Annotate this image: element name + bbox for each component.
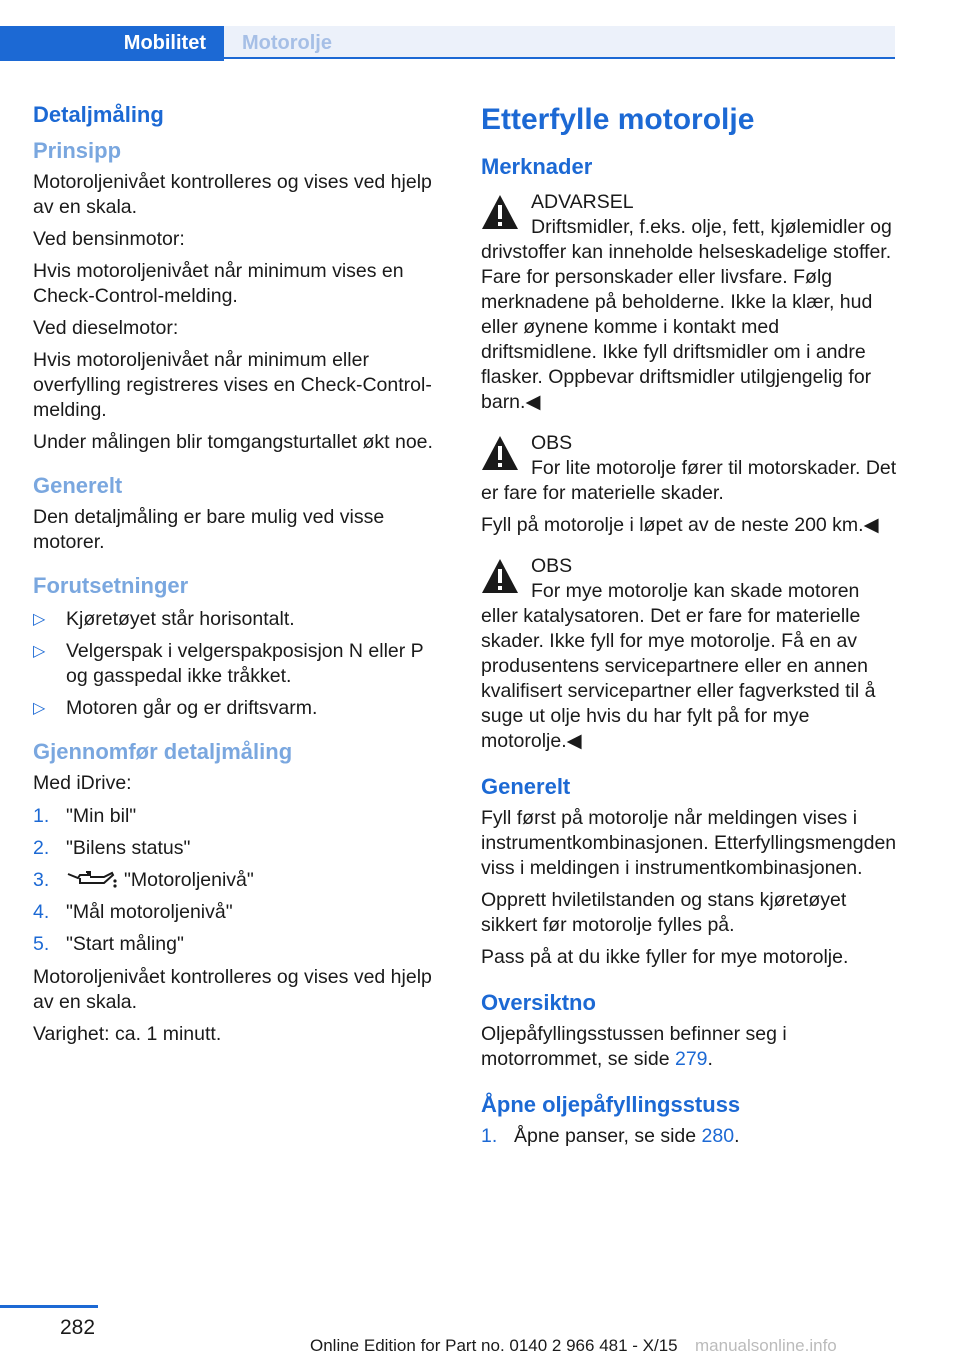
- list-item: 2. "Bilens status": [33, 837, 191, 859]
- paragraph: Med iDrive:: [33, 772, 132, 794]
- page-link-279[interactable]: 279: [674, 1048, 708, 1070]
- paragraph: Ved bensinmotor:: [33, 228, 185, 250]
- warning-text: Driftsmidler, f.eks. olje, fett, kjølemidler og drivstoffer kan inneholde helseskadelige stoffer. Fare for personskader eller livsfare. Følg merknadene på beholderne. Ikke la klær, hud eller øynene komme i kontakt med driftsmidlene. Ikke fyll driftsmidler om i andre flasker. Oppbevar driftsmidler utilgjengelig for barn.◀: [481, 216, 892, 413]
- paragraph: Opprett hviletilstanden og stans kjøretøyet sikkert før motorolje fylles på.: [481, 889, 847, 936]
- list-item: 1. "Min bil": [33, 805, 137, 827]
- list-item: ▷ Kjøretøyet står horisontalt.: [33, 608, 295, 630]
- warning-obs-2: [481, 554, 897, 579]
- tab-motorolje[interactable]: Motorolje: [224, 26, 895, 59]
- steps-list: [33, 804, 447, 957]
- heading-apne: Åpne oljepåfyllingsstuss: [481, 1092, 741, 1117]
- heading-gjennomfor: Gjennomfør detaljmåling: [33, 739, 293, 764]
- right-column: [481, 100, 897, 1157]
- open-steps-list: [481, 1124, 897, 1149]
- warning-title: ADVARSEL: [531, 191, 634, 213]
- section-title-detaljmaling: Detaljmåling: [33, 102, 164, 127]
- paragraph: Hvis motoroljenivået når minimum eller overfylling registreres vises en Check-Control-melding.: [33, 349, 432, 421]
- heading-generelt: Generelt: [33, 473, 123, 498]
- triangle-bullet-icon: ▷: [33, 643, 46, 660]
- prerequisites-list: [33, 607, 447, 721]
- paragraph: Ved dieselmotor:: [33, 317, 179, 339]
- left-column: [33, 100, 447, 1054]
- paragraph: Oljepåfyllingsstussen befinner seg i motorrommet, se side 279.: [481, 1023, 787, 1070]
- triangle-bullet-icon: ▷: [33, 700, 46, 717]
- heading-merknader: Merknader: [481, 154, 593, 179]
- page-number: 282: [60, 1316, 96, 1339]
- list-item: 5. "Start måling": [33, 933, 184, 955]
- header-tabs: [0, 0, 895, 62]
- paragraph: Fyll først på motorolje når meldingen vises i instrumentkombinasjonen. Etterfyllingsmengden viss i meldingen i instrumentkombinasjonen.: [481, 807, 897, 879]
- list-item: ▷ Motoren går og er driftsvarm.: [33, 697, 318, 719]
- paragraph: Varighet: ca. 1 minutt.: [33, 1023, 222, 1045]
- paragraph: Hvis motoroljenivået når minimum vises en Check-Control-melding.: [33, 260, 404, 307]
- list-item: ▷ Velgerspak i velgerspakposisjon N eller P og gasspedal ikke tråkket.: [33, 640, 424, 687]
- paragraph: Under målingen blir tomgangsturtallet økt noe.: [33, 431, 433, 453]
- warning-text: For mye motorolje kan skade motoren eller katalysatoren. Det er fare for materielle skader. Ikke fyll for mye motorolje. Få en av produsentens servicepartnere eller en annen kvalifisert servicepartner eller fagverksted til å suge ut olje hvis du har fylt på for mye motorolje.◀: [481, 580, 876, 752]
- paragraph: Pass på at du ikke fyller for mye motorolje.: [481, 946, 849, 968]
- warning-title: OBS: [531, 432, 573, 454]
- heading-prinsipp: Prinsipp: [33, 138, 122, 163]
- warning-triangle-icon: [481, 435, 519, 471]
- warning-obs-1: [481, 431, 897, 456]
- watermark: manualsonline.info: [695, 1336, 837, 1355]
- warning-advarsel: [481, 190, 897, 215]
- list-item: 4. "Mål motoroljenivå": [33, 901, 233, 923]
- page-link-280[interactable]: 280: [701, 1125, 735, 1147]
- section-title-etterfylle: Etterfylle motorolje: [481, 103, 755, 136]
- warning-title: OBS: [531, 555, 573, 577]
- warning-triangle-icon: [481, 194, 519, 230]
- paragraph: Motoroljenivået kontrolleres og vises ved hjelp av en skala.: [33, 171, 432, 218]
- footer-rule: [0, 1305, 98, 1308]
- list-item: 1. Åpne panser, se side 280.: [481, 1125, 740, 1147]
- heading-forutsetninger: Forutsetninger: [33, 573, 189, 598]
- warning-triangle-icon: [481, 558, 519, 594]
- oil-can-icon: [66, 869, 118, 889]
- list-item: 3. "Motoroljenivå": [33, 869, 254, 891]
- warning-text: For lite motorolje fører til motorskader. Det er fare for materielle skader.: [481, 457, 897, 504]
- triangle-bullet-icon: ▷: [33, 611, 46, 628]
- heading-oversikt: Oversiktno: [481, 990, 596, 1015]
- paragraph: Den detaljmåling er bare mulig ved visse motorer.: [33, 506, 385, 553]
- heading-generelt-right: Generelt: [481, 774, 571, 799]
- paragraph: Motoroljenivået kontrolleres og vises ved hjelp av en skala.: [33, 966, 432, 1013]
- tab-mobilitet[interactable]: Mobilitet: [0, 26, 224, 61]
- edition-text: Online Edition for Part no. 0140 2 966 481 - X/15: [310, 1336, 678, 1355]
- paragraph: Fyll på motorolje i løpet av de neste 200 km.◀: [481, 514, 879, 536]
